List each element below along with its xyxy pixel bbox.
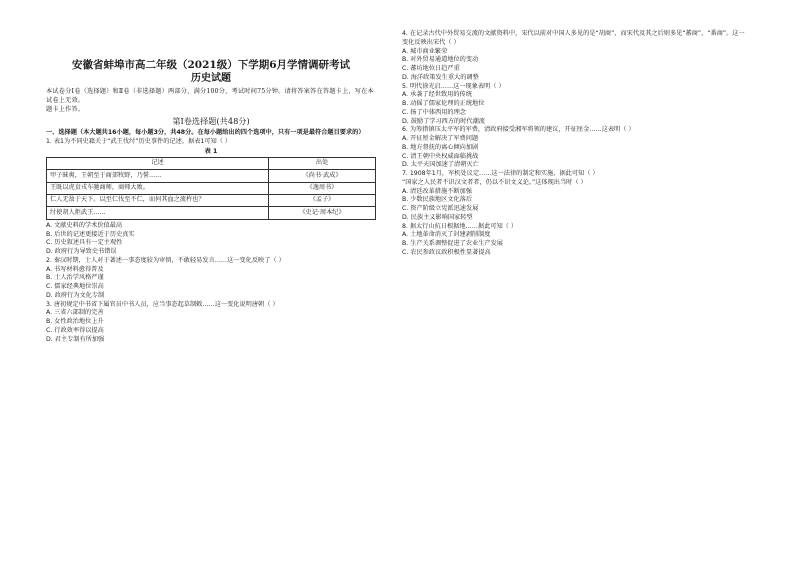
table-row xyxy=(47,194,376,206)
question-stem: 6. 为筹措镇压太平军的军费，清政府接受湘军将领的建议，开征厘金……这表明（ ） xyxy=(402,126,635,134)
option-a: A. 土地革命消灭了封建剥削制度 xyxy=(402,231,491,239)
right-column xyxy=(402,30,748,258)
question-4 xyxy=(402,30,748,83)
option-d: D. 政府行为导致史书错误 xyxy=(46,248,117,256)
source-table xyxy=(46,157,376,220)
column-header-source: 出处 xyxy=(269,157,376,169)
table-cell-record: 甲子昧爽，王朝至于商郊牧野，乃誓…… xyxy=(47,170,269,182)
option-b: B. 生产关系调整促进了农业生产发展 xyxy=(402,240,503,247)
question-8 xyxy=(402,223,748,258)
page-title: 安徽省蚌埠市高二年级（2021级）下学期6月学情调研考试 xyxy=(71,59,351,71)
option-c: C. 资产阶级立宪派迅速发展 xyxy=(402,205,479,212)
option-b: B. 地方督抚的离心倾向加剧 xyxy=(402,143,479,151)
option-c: C. 清王朝中央权威面临挑战 xyxy=(402,152,479,160)
option-a: A. 书写材料愈得普及 xyxy=(46,265,104,273)
table-cell-record: 仁人无敌于天下。以至仁伐至不仁，而何其血之流杵也？ xyxy=(47,194,269,206)
option-b: B. 后世的记述更接近于历史真实 xyxy=(46,230,135,238)
option-b: B. 对外贸易通道地位的变动 xyxy=(402,56,479,64)
page-subtitle: 历史试题 xyxy=(191,73,231,84)
question-stem: 2. 秦汉时期，士人对于著述一事态度较为审慎，不敢轻易发言……这一变化反映了（ ） xyxy=(46,256,285,264)
question-3 xyxy=(46,301,376,345)
question-stem: 5. 明代徐光启……这一现象表明（ ） xyxy=(402,82,505,90)
table-cell-source: 《史记·周本纪》 xyxy=(269,207,376,219)
question-2 xyxy=(46,257,376,301)
table-cell-source: 《孟子》 xyxy=(269,194,376,206)
question-stem: 1. 表1为不同史籍关于“武王伐纣”历史事件的记述。据表1可知（ ） xyxy=(46,138,231,145)
option-c: C. 扬了中体西用的理念 xyxy=(402,108,466,116)
option-c: C. 儒家经典地位崇高 xyxy=(46,283,104,291)
table-cell-record: 纣使胡人拒武王…… xyxy=(47,207,269,219)
option-d: D. 太平天国加速了清朝灭亡 xyxy=(402,161,479,169)
question-stem: 3. 唐初规定中书省下属官员中书人员，应当事态起草制敕……这一变化说明唐朝（ ） xyxy=(46,300,279,308)
option-d: D. 君主专制有所加强 xyxy=(46,335,105,343)
question-7 xyxy=(402,170,748,223)
table-caption: 表 1 xyxy=(204,147,218,155)
question-stem: 8. 据太行山抗日根据地……据此可知（ ） xyxy=(402,222,518,230)
table-cell-source: 《逸周书》 xyxy=(269,182,376,194)
table-header-row xyxy=(47,157,376,169)
option-a: A. 开征厘金解决了军费问题 xyxy=(402,135,479,142)
option-a: A. 文献史料的学术价值最高 xyxy=(46,221,123,229)
column-header-record: 记述 xyxy=(47,157,269,169)
option-b: B. 少数民族地区文化落后 xyxy=(402,196,473,204)
option-d: D. 政府行为文化专制 xyxy=(46,291,105,299)
question-1 xyxy=(46,138,376,257)
option-d: D. 海洋政策发生重大的调整 xyxy=(402,73,479,81)
table-cell-record: 王既以虎贲戎车驰商师，商师大败。 xyxy=(47,182,269,194)
option-b: B. 女性政治地位上升 xyxy=(46,318,104,326)
option-b: B. 动摇了儒家伦理的正统地位 xyxy=(402,100,485,107)
option-a: A. 清廷改革措施不断加强 xyxy=(402,187,472,195)
section-instructions: 一、选择题（本大题共16小题，每小题3分，共48分。在每小题给出的四个选项中，只有一项是最符合题目要求的） xyxy=(46,129,365,137)
table-row xyxy=(47,182,376,194)
question-stem: 4. 在记录古代中外贸易交流的文献资料中，宋代以前对中国人多见的是“胡商”，而宋代及其之后则多见“蕃商”，“番商”。这一变化反映出宋代（ ） xyxy=(402,30,745,46)
option-d: D. 民族主义影响国家转型 xyxy=(402,213,473,221)
question-6 xyxy=(402,126,748,170)
table-row xyxy=(47,170,376,182)
option-d: D. 鼓励了学习西方的时代潮流 xyxy=(402,117,485,125)
option-c: C. 行政效率得以提高 xyxy=(46,326,104,334)
option-a: A. 三省六部制的完善 xyxy=(46,309,104,317)
option-b: B. 士人治学风格严谨 xyxy=(46,274,104,282)
question-5 xyxy=(402,83,748,127)
option-c: C. 蕃坊地位日趋严重 xyxy=(402,65,460,72)
option-a: A. 承袭了经世致用的传统 xyxy=(402,91,472,99)
table-cell-source: 《尚书·武成》 xyxy=(269,170,376,182)
question-stem: 7. 1908年1月，军机处议定……这一法律的制定和实施，据此可知（ ） xyxy=(402,170,599,177)
part1-title: 第Ⅰ卷选择题(共48分) xyxy=(172,116,250,127)
left-column xyxy=(46,58,376,344)
exam-note-tail: 题卡上作答。 xyxy=(46,105,85,113)
question-quote: “国家之人民者不识汉文者者，仍以不识文义论。”这体现出当时（ ） xyxy=(402,178,587,186)
option-c: C. 农民参政议政积极性显著提高 xyxy=(402,248,491,256)
option-c: C. 历史叙述具有一定主观性 xyxy=(46,239,123,247)
option-a: A. 城市商业繁荣 xyxy=(402,47,448,55)
table-row xyxy=(47,207,376,219)
exam-note: 本试卷分Ⅰ卷（选择题）和Ⅱ卷（非选择题）两部分，满分100分，考试时间75分钟。请将答案答在答题卡上，写在本试卷上无效。 xyxy=(46,88,374,104)
